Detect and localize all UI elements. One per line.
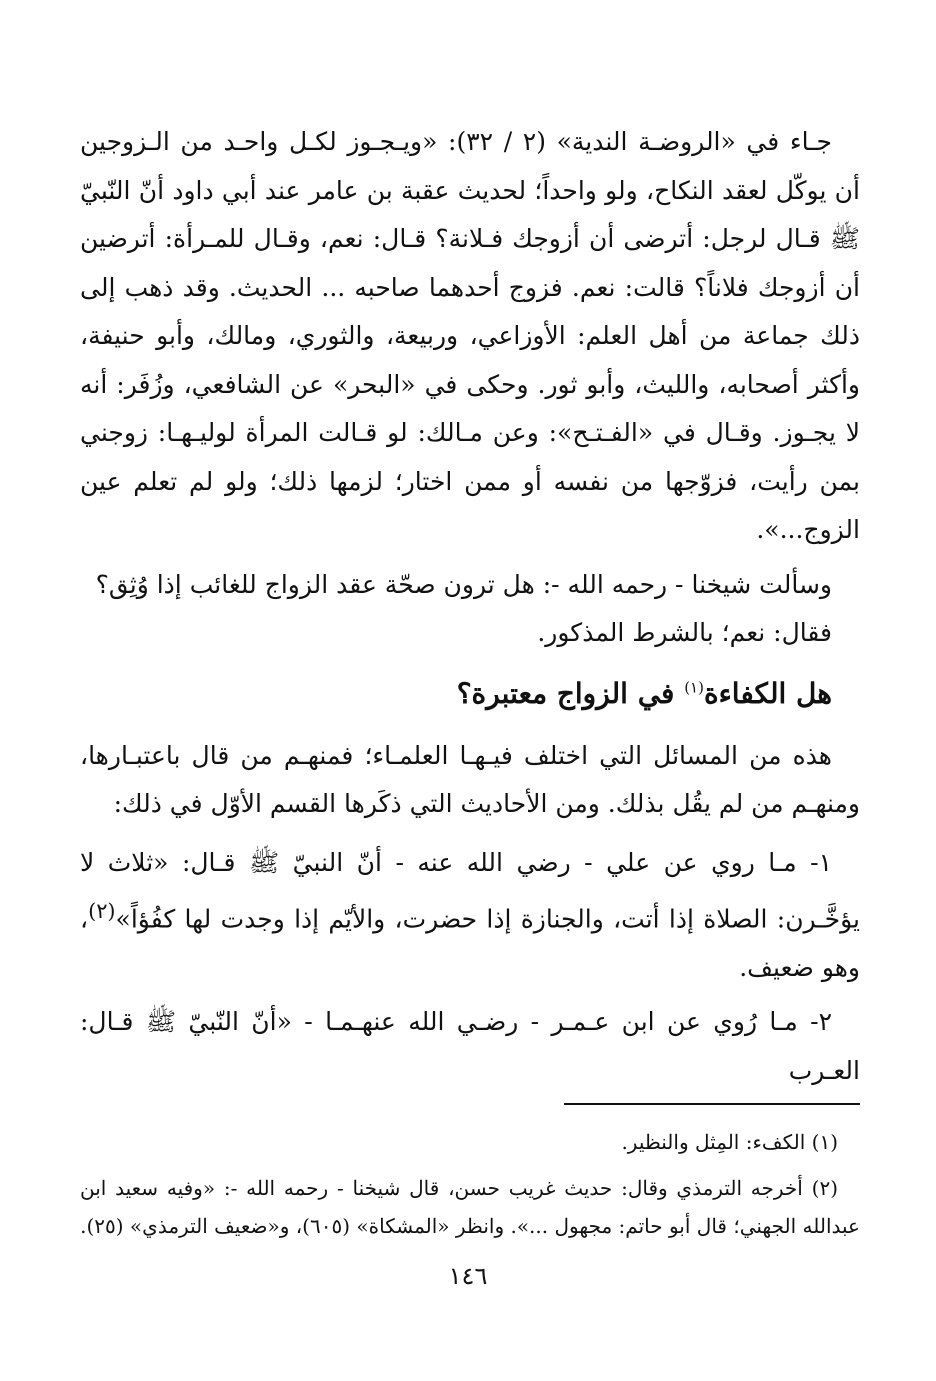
list-item bbox=[80, 839, 860, 993]
heading-footnote-ref[interactable]: (١) bbox=[684, 678, 704, 697]
list-item-text: ١- مـا روي عن علي - رضي الله عنه - أنّ النبيّ ﷺ قـال: «ثلاث لا يؤخَّـرن: الصلاة إذا أتت، والجنازة إذا حضرت، والأيّم إذا وجدت لها كفُؤاً» bbox=[80, 847, 860, 934]
heading-text-end: في الزواج معتبرة؟ bbox=[456, 676, 685, 710]
footnote-2: (٢) أخرجه الترمذي وقال: حديث غريب حسن، قال شيخنا - رحمه الله -: «وفيه سعيد ابن عبدالله الجهني؛ قال أبو حاتم: مجهول ...». وانظر «المشكاة» (٦٠٥)، و«ضعيف الترمذي» (٢٥). bbox=[80, 1176, 860, 1239]
paragraph-answer: فقال: نعم؛ بالشرط المذكور. bbox=[537, 618, 832, 647]
footnote-divider bbox=[564, 1103, 860, 1105]
footnotes bbox=[80, 1123, 860, 1245]
footnote-1: (١) الكفء: المِثل والنظير. bbox=[621, 1130, 838, 1155]
page-body bbox=[80, 118, 860, 1253]
list-item-tail: ، وهو ضعيف. bbox=[80, 904, 860, 982]
list-item-text: ٢- مـا رُوي عن ابن عـمـر - رضـي الله عنهـمـا - «أنّ النّبيّ ﷺ قـال: العـرب bbox=[80, 1007, 860, 1085]
page-number: ١٤٦ bbox=[448, 1262, 488, 1290]
paragraph-rawda-quote: جـاء في «الروضـة الندية» (٢ / ٣٢): «ويـجـوز لكـل واحـد من الـزوجين أن يوكّل لعقد النكاح، ولو واحداً؛ لحديث عقبة بن عامر عند أبي داود أنّ النّبيّ ﷺ قـال لرجل: أترضى أن أزوجك فـلانة؟ قـال: نعم، وقـال للمـرأة: أترضين أن أزوجك فلاناً؟ قالت: نعم. فزوج أحدهما صاحبه ... الحديث. وقد ذهب إلى ذلك جماعة من أهل العلم: الأوزاعي، وربيعة، والثوري، ومالك، وأبو حنيفة، وأكثر أصحابه، والليث، وأبو ثور. وحكى في «البحر» عن الشافعي، وزُفَر: أنه لا يجـوز. وقـال في «الفـتـح»: وعن مـالك: لو قـالت المرأة لوليـهـا: زوجني بمن رأيت، فزوّجها من نفسه أو ممن اختار؛ لزمها ذلك؛ ولو لم تعلم عين الزوج...». bbox=[80, 127, 860, 544]
section-heading bbox=[80, 670, 860, 718]
paragraph-question: وسألت شيخنا - رحمه الله -: هل ترون صحّة عقد الزواج للغائب إذا وُثِق؟ bbox=[95, 569, 832, 599]
heading-text-start: هل الكفاءة bbox=[703, 676, 832, 710]
list-item bbox=[80, 998, 860, 1095]
paragraph-section-intro: هذه من المسائل التي اختلف فيـهـا العلمـاء؛ فمنهـم من قال باعتبـارها، ومنهـم من لم يقُل بذلك. ومن الأحاديث التي ذكَرها القسم الأوّل في ذلك: bbox=[80, 740, 860, 818]
list-item-footnote-ref[interactable]: (٢) bbox=[88, 899, 116, 923]
